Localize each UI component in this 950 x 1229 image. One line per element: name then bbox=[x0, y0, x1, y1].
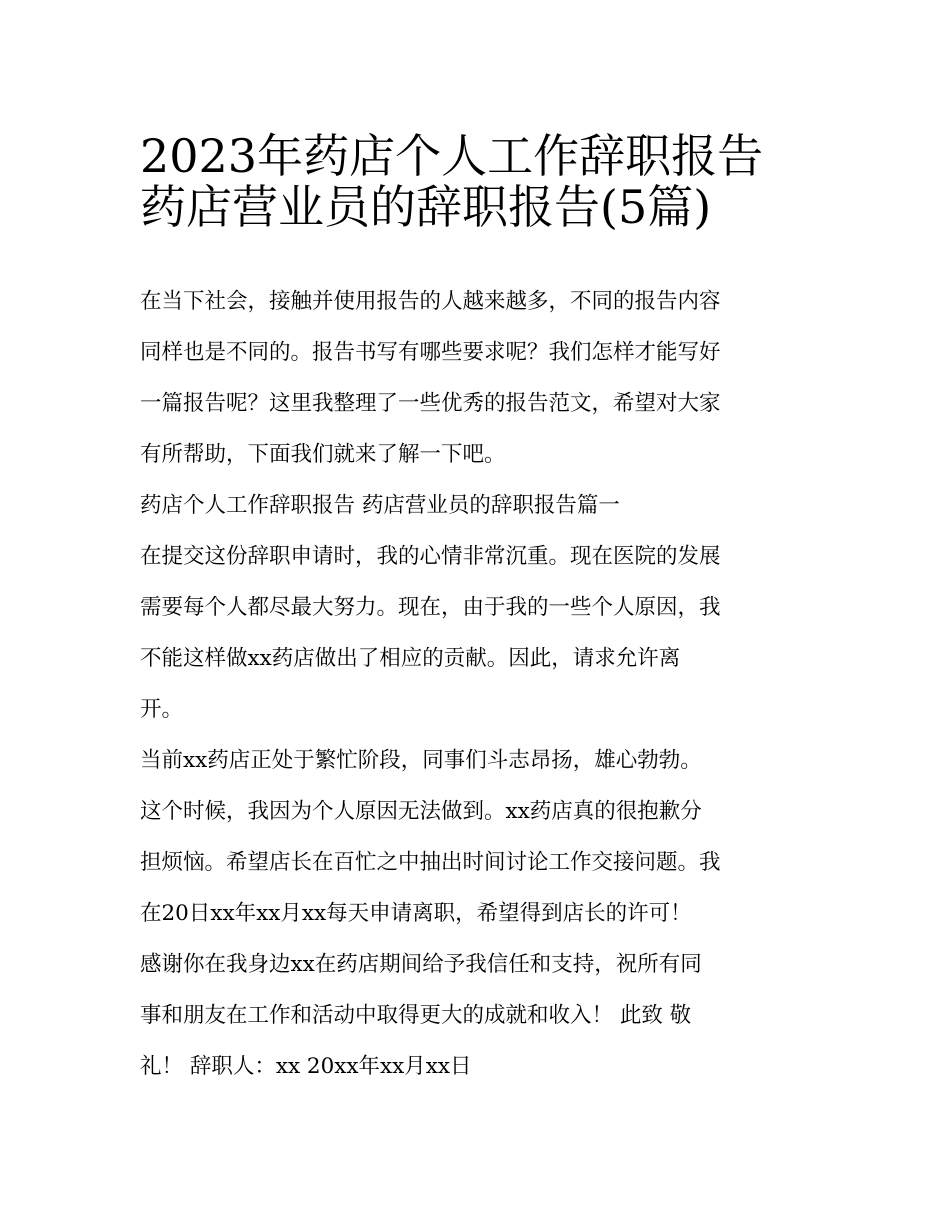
document-body bbox=[140, 276, 820, 1092]
title-line-1: 2023年药店个人工作辞职报告 bbox=[140, 129, 764, 183]
body-line: 同样也是不同的。报告书写有哪些要求呢？我们怎样才能写好 bbox=[140, 340, 721, 365]
body-line: 担烦恼。希望店长在百忙之中抽出时间讨论工作交接问题。我 bbox=[140, 850, 721, 875]
body-line: 在提交这份辞职申请时，我的心情非常沉重。现在医院的发展 bbox=[140, 544, 721, 569]
body-line: 在20日xx年xx月xx每天申请离职，希望得到店长的许可！ bbox=[140, 901, 692, 926]
body-line: 不能这样做xx药店做出了相应的贡献。因此，请求允许离 bbox=[140, 646, 681, 671]
body-line: 当前xx药店正处于繁忙阶段，同事们斗志昂扬，雄心勃勃。 bbox=[140, 748, 702, 773]
signature-line: 礼！ 辞职人：xx 20xx年xx月xx日 bbox=[140, 1054, 472, 1079]
document-title bbox=[140, 118, 840, 234]
body-line: 事和朋友在工作和活动中取得更大的成就和收入！ 此致 敬 bbox=[140, 1003, 692, 1028]
body-line: 有所帮助，下面我们就来了解一下吧。 bbox=[140, 442, 506, 467]
body-line: 感谢你在我身边xx在药店期间给予我信任和支持，祝所有同 bbox=[140, 952, 702, 977]
body-line: 这个时候，我因为个人原因无法做到。xx药店真的很抱歉分 bbox=[140, 799, 702, 824]
body-line: 需要每个人都尽最大努力。现在，由于我的一些个人原因，我 bbox=[140, 595, 721, 620]
body-line: 一篇报告呢？这里我整理了一些优秀的报告范文，希望对大家 bbox=[140, 391, 721, 416]
title-line-2: 药店营业员的辞职报告(5篇) bbox=[140, 180, 712, 234]
body-line: 开。 bbox=[140, 697, 184, 722]
body-line: 在当下社会，接触并使用报告的人越来越多，不同的报告内容 bbox=[140, 289, 721, 314]
section-heading: 药店个人工作辞职报告 药店营业员的辞职报告篇一 bbox=[140, 493, 620, 518]
